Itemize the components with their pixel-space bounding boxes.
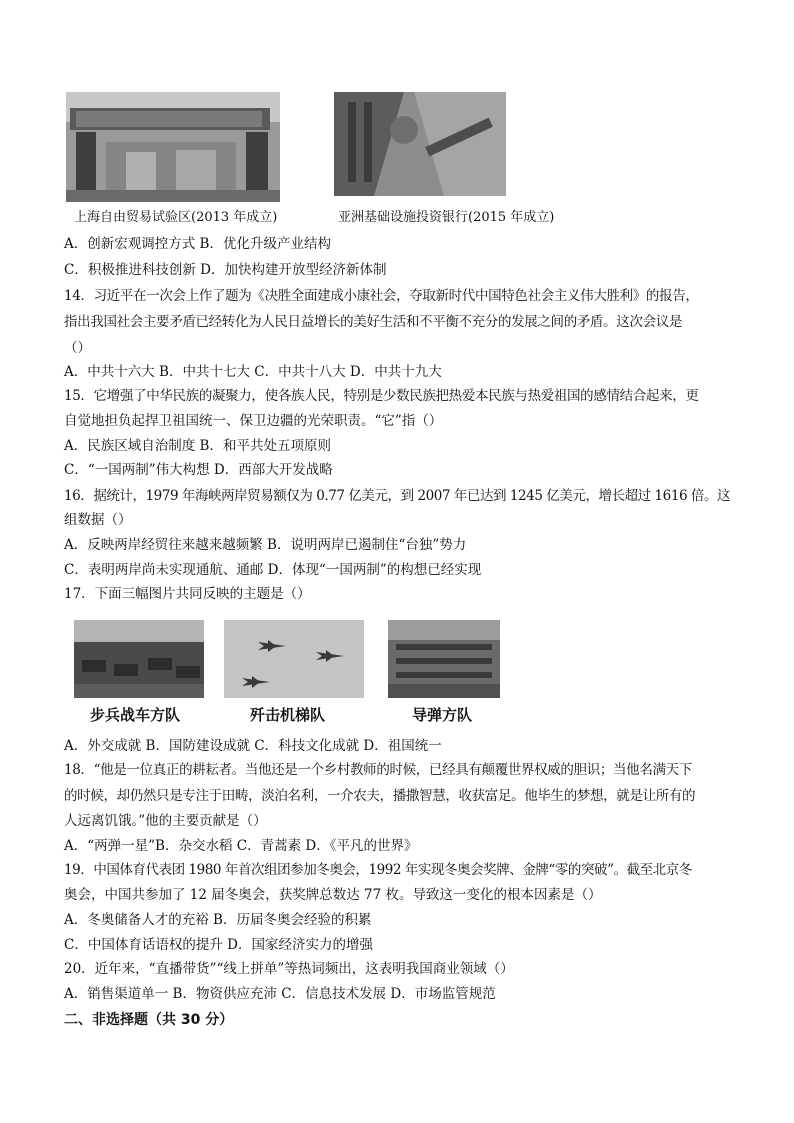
missile-image [388,620,500,698]
free-trade-zone-image [66,92,280,202]
aiib-photo [334,92,506,196]
q13-option-line: A．创新宏观调控方式 B．优化升级产业结构 [64,236,331,252]
q16-stem: 组数据（） [64,512,132,528]
q18-option-line: A．“两弹一星”B．杂交水稻 C．青蒿素 D．《平凡的世界》 [64,838,418,854]
aiib-image [334,92,506,196]
q18-stem: 人远离饥饿。”他的主要贡献是（） [64,813,267,829]
missile-caption: 导弹方队 [412,706,473,724]
q19-option-line: A．冬奥储备人才的充裕 B．历届冬奥会经验的积累 [64,912,372,928]
q17-stem: 17．下面三幅图片共同反映的主题是（） [64,586,311,602]
q17-option-line: A．外交成就 B．国防建设成就 C．科技文化成就 D．祖国统一 [64,738,442,754]
q13-option-line: C．积极推进科技创新 D．加快构建开放型经济新体制 [64,262,387,278]
aiib-caption: 亚洲基础设施投资银行(2015 年成立) [338,210,555,225]
q19-stem: 奥会，中国共参加了 12 届冬奥会，获奖牌总数达 77 枚。导致这一变化的根本因素是（） [64,887,602,903]
q14-stem: 指出我国社会主要矛盾已经转化为人民日益增长的美好生活和不平衡不充分的发展之间的矛盾。这次会议是 [64,314,683,330]
free-trade-zone-photo [66,92,280,202]
q16-option-line: A．反映两岸经贸往来越来越频繁 B．说明两岸已遏制住“台独”势力 [64,537,467,553]
fighter-jets-photo [224,620,364,698]
q19-stem: 19．中国体育代表团 1980 年首次组团参加冬奥会，1992 年实现冬奥会奖牌、金牌“零的突破”。截至北京冬 [64,862,692,878]
q20-stem: 20．近年来，“直播带货”“线上拼单”等热词频出，这表明我国商业领域（） [64,961,514,977]
q14-stem: 14．习近平在一次会上作了题为《决胜全面建成小康社会，夺取新时代中国特色社会主义伟大胜利》的报告， [64,288,699,304]
q18-stem: 的时候，却仍然只是专注于田畴，淡泊名利，一介农夫，播撒智慧，收获富足。他毕生的梦想，就是让所有的 [64,788,696,804]
q15-stem: 15．它增强了中华民族的凝聚力，使各族人民，特别是少数民族把热爱本民族与热爱祖国的感情结合起来，更 [64,388,699,404]
q16-option-line: C．表明两岸尚未实现通航、通邮 D．体现“一国两制”的构想已经实现 [64,562,482,578]
missile-photo [388,620,500,698]
fighter-jets-caption: 歼击机梯队 [250,706,326,724]
q20-option-line: A．销售渠道单一 B．物资供应充沛 C．信息技术发展 D．市场监管规范 [64,986,496,1002]
q14-stem: （） [64,340,91,356]
q15-option-line: A．民族区域自治制度 B．和平共处五项原则 [64,438,331,454]
q15-stem: 自觉地担负起捍卫祖国统一、保卫边疆的光荣职责。“它”指（） [64,413,443,429]
infantry-vehicle-image [74,620,204,698]
q16-stem: 16．据统计，1979 年海峡两岸贸易额仅为 0.77 亿美元，到 2007 年已达到 1245 亿美元，增长超过 1616 倍。这 [64,488,731,504]
q14-option-line: A．中共十六大 B．中共十七大 C．中共十八大 D．中共十九大 [64,364,442,380]
infantry-vehicle-caption: 步兵战车方队 [90,706,181,724]
q18-stem: 18．“他是一位真正的耕耘者。当他还是一个乡村教师的时候，已经具有颠覆世界权威的胆识；当他名满天下 [64,762,692,778]
fighter-jets-image [224,620,364,698]
free-trade-zone-caption: 上海自由贸易试验区(2013 年成立) [74,210,278,225]
q19-option-line: C．中国体育话语权的提升 D．国家经济实力的增强 [64,937,373,953]
section-heading: 二、非选择题（共 30 分） [64,1012,234,1028]
infantry-vehicle-photo [74,620,204,698]
q15-option-line: C．“一国两制”伟大构想 D．西部大开发战略 [64,462,333,478]
